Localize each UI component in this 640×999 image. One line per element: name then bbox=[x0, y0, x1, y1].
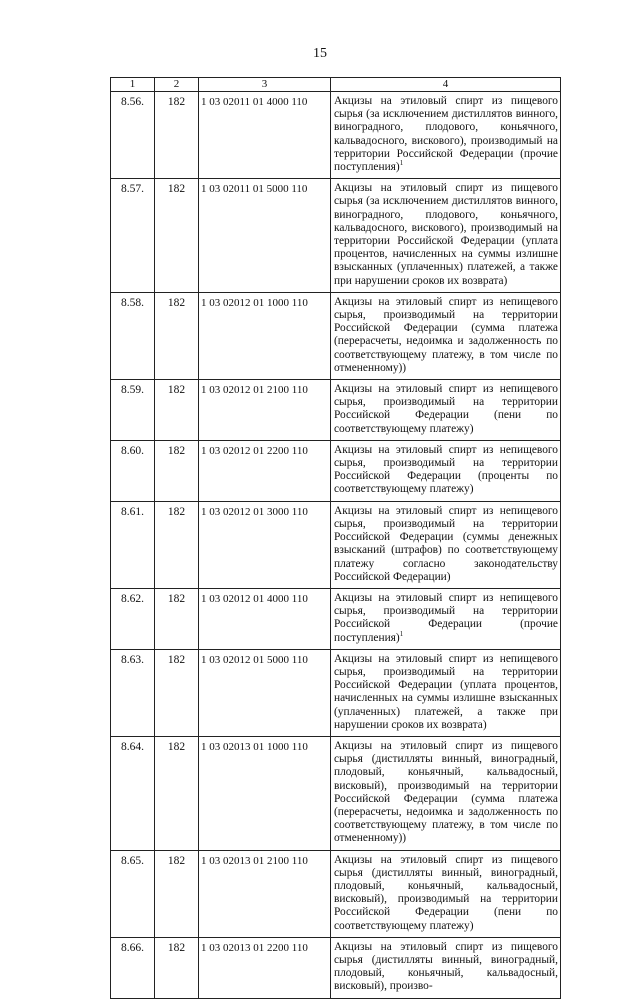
row-budget-code: 1 03 02012 01 4000 110 bbox=[199, 588, 331, 649]
footnote-marker: 1 bbox=[399, 629, 404, 638]
row-number: 8.65. bbox=[111, 850, 155, 937]
table-row bbox=[111, 850, 561, 937]
row-description bbox=[331, 440, 561, 501]
row-description-text: Акцизы на этиловый спирт из пищевого сырья (за исключением дистиллятов винного, виноградного, плодового, коньячного, кальвадосного, вискового), производимый на территории Российской Федерации (уплата процентов, начисленных на суммы излишне взысканных (уплаченных) платежей, а также при нарушении сроков их возврата) bbox=[334, 182, 558, 287]
header-cell-4: 4 bbox=[331, 78, 561, 92]
row-budget-code: 1 03 02012 01 2100 110 bbox=[199, 380, 331, 441]
row-description bbox=[331, 649, 561, 736]
table-row bbox=[111, 292, 561, 379]
row-number: 8.60. bbox=[111, 440, 155, 501]
table-row bbox=[111, 588, 561, 649]
row-budget-code: 1 03 02011 01 5000 110 bbox=[199, 179, 331, 293]
row-number: 8.58. bbox=[111, 292, 155, 379]
row-description bbox=[331, 501, 561, 588]
row-description-text: Акцизы на этиловый спирт из пищевого сырья (дистилляты винный, виноградный, плодовый, коньячный, кальвадосный, висковый), произво- bbox=[334, 940, 558, 993]
row-description bbox=[331, 588, 561, 649]
row-description bbox=[331, 380, 561, 441]
row-number: 8.63. bbox=[111, 649, 155, 736]
codes-table bbox=[110, 77, 561, 999]
row-budget-code: 1 03 02012 01 1000 110 bbox=[199, 292, 331, 379]
row-admin-code: 182 bbox=[155, 736, 199, 850]
row-number: 8.61. bbox=[111, 501, 155, 588]
row-admin-code: 182 bbox=[155, 380, 199, 441]
row-description-text: Акцизы на этиловый спирт из непищевого сырья, производимый на территории Российской Федерации (сумма платежа (перерасчеты, недоимка и задолженность по соответствующему платежу, в том числе по отмененному)) bbox=[334, 295, 558, 374]
row-description-text: Акцизы на этиловый спирт из непищевого сырья, производимый на территории Российской Федерации (проценты по соответствующему платежу) bbox=[334, 443, 558, 496]
table-row bbox=[111, 501, 561, 588]
row-description-text: Акцизы на этиловый спирт из пищевого сырья (дистилляты винный, виноградный, плодовый, коньячный, кальвадосный, висковый), производимый на территории Российской Федерации (пени по соответствующему платежу) bbox=[334, 853, 558, 932]
row-description bbox=[331, 92, 561, 179]
row-number: 8.66. bbox=[111, 937, 155, 998]
row-admin-code: 182 bbox=[155, 440, 199, 501]
table-row bbox=[111, 179, 561, 293]
table-row bbox=[111, 92, 561, 179]
row-admin-code: 182 bbox=[155, 501, 199, 588]
row-number: 8.64. bbox=[111, 736, 155, 850]
row-number: 8.57. bbox=[111, 179, 155, 293]
row-number: 8.62. bbox=[111, 588, 155, 649]
row-description-text: Акцизы на этиловый спирт из непищевого сырья, производимый на территории Российской Федерации (уплата процентов, начисленных на суммы излишне взысканных (уплаченных) платежей, а также при нарушении сроков их возврата) bbox=[334, 652, 558, 731]
row-description bbox=[331, 736, 561, 850]
table-row bbox=[111, 937, 561, 998]
row-admin-code: 182 bbox=[155, 588, 199, 649]
row-budget-code: 1 03 02013 01 1000 110 bbox=[199, 736, 331, 850]
table-row bbox=[111, 736, 561, 850]
row-admin-code: 182 bbox=[155, 937, 199, 998]
row-description-text: Акцизы на этиловый спирт из пищевого сырья (дистилляты винный, виноградный, плодовый, коньячный, кальвадосный, висковый), производимый на территории Российской Федерации (сумма платежа (перерасчеты, недоимка и задолженность по соответствующему платежу, в том числе по отмененному)) bbox=[334, 739, 558, 845]
row-admin-code: 182 bbox=[155, 649, 199, 736]
row-description bbox=[331, 292, 561, 379]
row-description bbox=[331, 937, 561, 998]
row-description-text: Акцизы на этиловый спирт из пищевого сырья (за исключением дистиллятов винного, виноградного, плодового, коньячного, кальвадосного, вискового), производимый на территории Российской Федерации (прочие поступления) bbox=[334, 95, 558, 174]
row-description-text: Акцизы на этиловый спирт из непищевого сырья, производимый на территории Российской Федерации (прочие поступления) bbox=[334, 591, 558, 644]
row-description bbox=[331, 179, 561, 293]
table-header-row bbox=[111, 78, 561, 92]
header-cell-2: 2 bbox=[155, 78, 199, 92]
header-cell-1: 1 bbox=[111, 78, 155, 92]
row-budget-code: 1 03 02012 01 2200 110 bbox=[199, 440, 331, 501]
footnote-marker: 1 bbox=[399, 159, 404, 168]
row-admin-code: 182 bbox=[155, 850, 199, 937]
row-description-text: Акцизы на этиловый спирт из непищевого сырья, производимый на территории Российской Федерации (пени по соответствующему платежу) bbox=[334, 383, 558, 435]
row-admin-code: 182 bbox=[155, 179, 199, 293]
page-number: 15 bbox=[313, 46, 327, 61]
row-budget-code: 1 03 02013 01 2100 110 bbox=[199, 850, 331, 937]
row-budget-code: 1 03 02013 01 2200 110 bbox=[199, 937, 331, 998]
row-number: 8.59. bbox=[111, 380, 155, 441]
table-row bbox=[111, 440, 561, 501]
row-budget-code: 1 03 02012 01 3000 110 bbox=[199, 501, 331, 588]
header-cell-3: 3 bbox=[199, 78, 331, 92]
row-admin-code: 182 bbox=[155, 292, 199, 379]
row-budget-code: 1 03 02012 01 5000 110 bbox=[199, 649, 331, 736]
row-description bbox=[331, 850, 561, 937]
row-description-text: Акцизы на этиловый спирт из непищевого сырья, производимый на территории Российской Федерации (суммы денежных взысканий (штрафов) по соответствующему платежу согласно законодательству Российской Федерации) bbox=[334, 504, 558, 583]
row-budget-code: 1 03 02011 01 4000 110 bbox=[199, 92, 331, 179]
table-row bbox=[111, 649, 561, 736]
table-row bbox=[111, 380, 561, 441]
row-number: 8.56. bbox=[111, 92, 155, 179]
row-admin-code: 182 bbox=[155, 92, 199, 179]
